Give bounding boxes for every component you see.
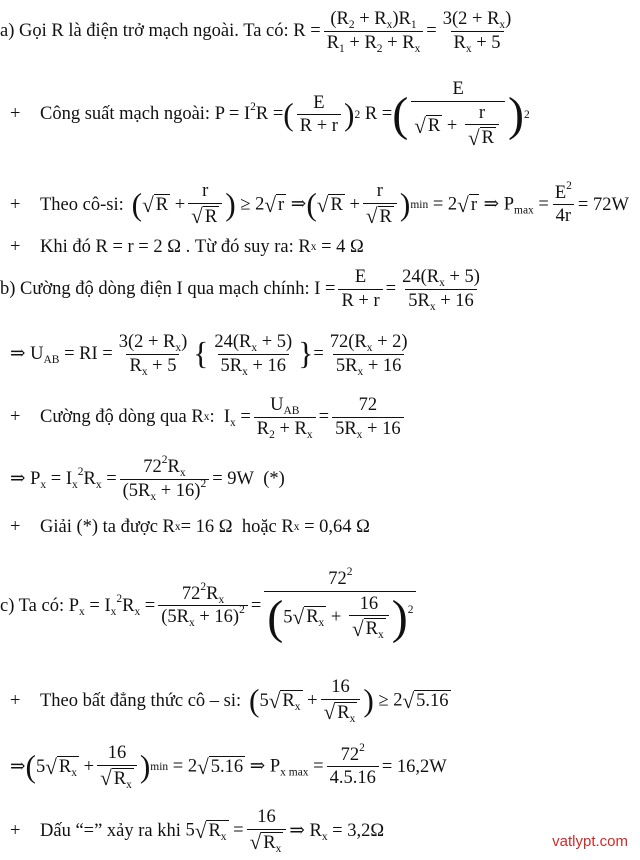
a-result-text: Khi đó R = r = 2 Ω . Từ đó suy ra: R [40, 237, 311, 257]
line-b-px: ⇒ $P_x = I_x^2R_x$ = $\frac{72^2R_x}{(5R_x + 16)^2}$ = 9W (*) [10, 453, 285, 503]
solve-text: Giải (*) ta được R [40, 517, 175, 537]
solve-v2: = 0,64 Ω [304, 517, 370, 537]
step-cosi-label: Theo cô-si: [40, 194, 124, 215]
line-c-px: c) Ta có: $P_x = I_x^2R_x$ = $\frac{72^2R_x}{(5R_x + 16)^2}$ = $72^2$ (5 √ $R_x$ + 16 √ $R_x$ )$^2$ [0, 570, 419, 642]
line-a-power: + Công suất mạch ngoài: $P = I^2R$ = ( $\frac{E}{R + r}$ ) 2 R = ( E √ R + r √ R ) 2 [10, 79, 530, 150]
line-c-cosi: + Theo bất đẳng thức cô – si: ( 5 √ $R_x$ + 16 √ $R_x$ ) ≥ 2 √ 5.16 [10, 677, 449, 725]
c-equality-text: Dấu “=” xảy ra khi [40, 820, 181, 841]
pxmax-value: = 16,2W [381, 756, 447, 777]
part-b-label: b) Cường độ dòng điện I qua mạch chính: [0, 278, 310, 299]
line-b-solve: + Giải (*) ta được R x = 16 Ω hoặc R x = 0,64 Ω [10, 517, 370, 537]
pmax-value: = 72W [577, 194, 629, 215]
current-rx-label: Cường độ dòng qua R [40, 406, 204, 427]
solve-v1: = 16 Ω [180, 517, 233, 537]
c-cosi-text: Theo bất đẳng thức cô – si: [40, 690, 242, 711]
watermark: vatlypt.com [552, 833, 628, 850]
line-a-result: + Khi đó R = r = 2 Ω . Từ đó suy ra: R x = 4 Ω [10, 237, 364, 257]
line-c-min: ⇒ ( 5 √ $R_x$ + 16 √ $R_x$ ) min = 2 √ 5.16 ⇒ $P_{x max}$ = $\frac{72^2}{4.5.16}$ = 16,2W [10, 741, 447, 791]
solve-or: hoặc R [241, 517, 294, 537]
a-result-tail: = 4 Ω [321, 237, 364, 257]
line-a-cosi: + Theo cô-si: ( √ R + r √ R ) ≥ 2 √ r ⇒ ( √ R + r √ R ) min = 2 √ r ⇒ $P_{max}$ = $\frac{E^2}{4r}$ = 72W [10, 179, 629, 229]
line-a-resistance: a) Gọi R là điện trở mạch ngoài. Ta có: R = $\frac{(R_2 + R_x)R_1}{R_1 + R_2 + R_x}$ = $\frac{3(2 + R_x)}{R_x + 5}$ [0, 9, 512, 55]
step-power-label: Công suất mạch ngoài: [40, 104, 211, 125]
line-c-equality: + Dấu “=” xảy ra khi 5 √ $R_x$ = 16 √ $R_x$ ⇒ $R_x$ = 3,2Ω [10, 807, 385, 855]
line-b-current: b) Cường độ dòng điện I qua mạch chính: I = $\frac{E}{R + r}$ = $\frac{24(R_x + 5)}{5R_x + 16}$ [0, 267, 480, 313]
den-4516: 4.5.16 [327, 766, 379, 788]
line-b-uab: ⇒ $U_{AB}$ = RI = $\frac{3(2 + R_x)}{R_x + 5}$ { $\frac{24(R_x + 5)}{5R_x + 16}$ } = $\frac{72(R_x + 2)}{5R_x + 16}$ [10, 332, 408, 378]
part-a-label: a) Gọi R là điện trở mạch ngoài. Ta có: [0, 20, 289, 41]
c-result: = 3,2Ω [332, 820, 385, 841]
part-c-label: c) Ta có: [0, 595, 65, 616]
star-mark: (*) [263, 468, 285, 489]
line-b-ix: + Cường độ dòng qua R x : $I_x$ = $\frac{U_{AB}}{R_2 + R_x}$ = $\frac{72}{5R_x + 16}$ [10, 396, 407, 438]
p-eq-value: = 9W [212, 468, 254, 489]
